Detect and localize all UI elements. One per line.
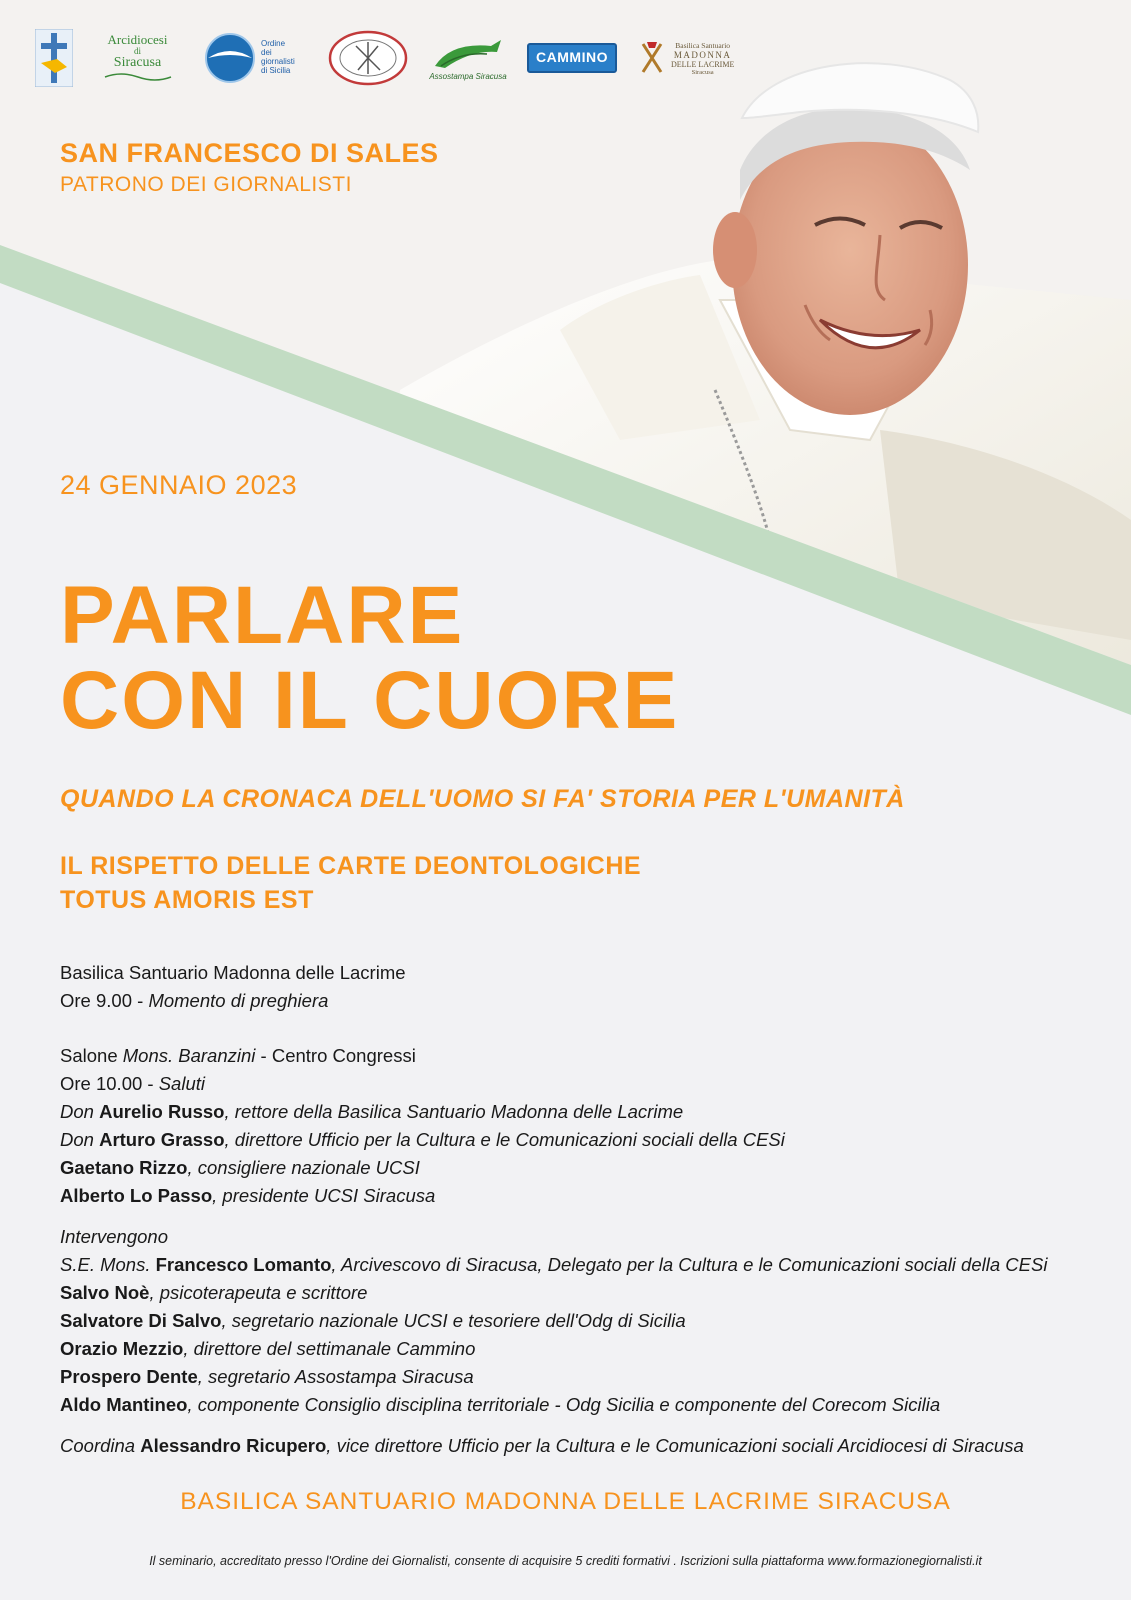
program-welcome-time bbox=[60, 1070, 205, 1098]
event-subtitle: QUANDO LA CRONACA DELL'UOMO SI FA' STORIA PER L'UMANITÀ bbox=[60, 785, 905, 813]
speaker bbox=[60, 1363, 474, 1391]
assostampa-emblem-icon bbox=[431, 36, 505, 72]
cross-logo-icon bbox=[35, 29, 73, 87]
logo-assostampa bbox=[428, 28, 508, 88]
event-date: 24 GENNAIO 2023 bbox=[60, 470, 298, 500]
speaker-role: , presidente UCSI Siracusa bbox=[212, 1185, 436, 1206]
logo-ordine-line1: Ordine bbox=[261, 39, 286, 49]
welcome-venue-name: Mons. Baranzini bbox=[122, 1045, 256, 1066]
coordinator-name: Alessandro Ricupero bbox=[140, 1435, 327, 1456]
speaker-role: , segretario nazionale UCSI e tesoriere dell'Odg di Sicilia bbox=[221, 1310, 686, 1331]
speaker bbox=[60, 1307, 686, 1335]
patron-subtitle: PATRONO DEI GIORNALISTI bbox=[60, 173, 352, 196]
speaker-name: Alberto Lo Passo bbox=[60, 1185, 213, 1206]
speaker-prefix: Don bbox=[60, 1101, 100, 1122]
speaker-prefix: Don bbox=[60, 1129, 100, 1150]
program-welcome-venue bbox=[60, 1042, 416, 1070]
logo-ordine-line4: di Sicilia bbox=[261, 65, 291, 75]
speaker-name: Gaetano Rizzo bbox=[60, 1157, 188, 1178]
speaker bbox=[60, 1391, 940, 1419]
wave-icon bbox=[103, 71, 173, 83]
ucsi-seal-icon bbox=[328, 30, 408, 86]
logo-ordine-line3: giornalisti bbox=[261, 57, 295, 66]
speaker-name: Prospero Dente bbox=[60, 1366, 198, 1387]
logo-basilica bbox=[637, 28, 752, 88]
speaker-role: , psicoterapeuta e scrittore bbox=[149, 1282, 368, 1303]
theme-line-1: IL RISPETTO DELLE CARTE DEONTOLOGICHE bbox=[60, 852, 642, 880]
logo-basilica-line4: Siracusa bbox=[691, 68, 714, 76]
welcome-activity: Saluti bbox=[158, 1073, 205, 1094]
welcome-speaker bbox=[60, 1126, 785, 1154]
logo-arcidiocesi-line3: Siracusa bbox=[113, 55, 162, 71]
logo-basilica-line1: Basilica Santuario bbox=[675, 40, 731, 50]
welcome-speaker bbox=[60, 1182, 435, 1210]
prayer-time: Ore 9.00 - bbox=[60, 990, 149, 1011]
logo-cammino bbox=[527, 28, 617, 88]
speaker-role: , componente Consiglio disciplina territoriale - Odg Sicilia e componente del Corecom Sicilia bbox=[187, 1394, 941, 1415]
speakers-heading bbox=[60, 1223, 168, 1251]
speaker bbox=[60, 1251, 1047, 1279]
welcome-venue-suffix: - Centro Congressi bbox=[255, 1045, 416, 1066]
speaker-role: , segretario Assostampa Siracusa bbox=[197, 1366, 474, 1387]
speaker bbox=[60, 1279, 367, 1307]
title-line-2: CON IL CUORE bbox=[60, 655, 680, 746]
welcome-speaker bbox=[60, 1154, 420, 1182]
logo-basilica-line3: DELLE LACRIME bbox=[671, 59, 735, 69]
footer-venue: BASILICA SANTUARIO MADONNA DELLE LACRIME SIRACUSA bbox=[180, 1488, 951, 1515]
program-prayer-venue: Basilica Santuario Madonna delle Lacrime bbox=[60, 962, 406, 983]
speaker-name: Francesco Lomanto bbox=[155, 1254, 332, 1275]
footer-note: Il seminario, accreditato presso l'Ordine dei Giornalisti, consente di acquisire 5 crediti formativi . Iscrizioni sulla piattaforma www.formazionegiornalisti.it bbox=[149, 1554, 982, 1568]
logo-arcidiocesi bbox=[100, 28, 175, 88]
prayer-activity: Momento di preghiera bbox=[148, 990, 329, 1011]
speaker bbox=[60, 1335, 475, 1363]
ordine-emblem-icon bbox=[203, 32, 257, 84]
keys-crest-icon bbox=[637, 40, 667, 76]
logo-cammino-label: CAMMINO bbox=[536, 49, 608, 65]
coordinator-role: , vice direttore Ufficio per la Cultura e le Comunicazioni sociali Arcidiocesi di Siracusa bbox=[326, 1435, 1024, 1456]
speaker-name: Arturo Grasso bbox=[99, 1129, 225, 1150]
coordinator-prefix: Coordina bbox=[60, 1435, 141, 1456]
logo-ucsi bbox=[328, 28, 410, 88]
theme-line-2: TOTUS AMORIS EST bbox=[60, 886, 314, 914]
saint-name: SAN FRANCESCO DI SALES bbox=[60, 138, 439, 168]
logo-arcidiocesi-line1: Arcidiocesi bbox=[107, 32, 168, 48]
welcome-venue-prefix: Salone bbox=[60, 1045, 123, 1066]
speaker-name: Orazio Mezzio bbox=[60, 1338, 184, 1359]
logo-ordine-line2: dei bbox=[261, 48, 272, 58]
title-line-1: PARLARE bbox=[60, 570, 465, 661]
speaker-name: Aurelio Russo bbox=[99, 1101, 225, 1122]
program-prayer-time bbox=[60, 987, 328, 1015]
logo-basilica-line2: MADONNA bbox=[673, 49, 732, 60]
logo-ordine-giornalisti bbox=[203, 28, 298, 88]
speaker-name: Aldo Mantineo bbox=[60, 1394, 188, 1415]
speaker-name: Salvatore Di Salvo bbox=[60, 1310, 222, 1331]
speakers-heading-text: Intervengono bbox=[60, 1226, 169, 1247]
logo-arcidiocesi-line2: di bbox=[133, 45, 141, 56]
speaker-role: , direttore Ufficio per la Cultura e le Comunicazioni sociali della CESi bbox=[224, 1129, 785, 1150]
speaker-role: , Arcivescovo di Siracusa, Delegato per la Cultura e le Comunicazioni sociali della CESi bbox=[331, 1254, 1048, 1275]
speaker-role: , rettore della Basilica Santuario Madonna delle Lacrime bbox=[224, 1101, 684, 1122]
speaker-name: Salvo Noè bbox=[60, 1282, 150, 1303]
coordinator bbox=[60, 1432, 1024, 1460]
speaker-role: , direttore del settimanale Cammino bbox=[183, 1338, 476, 1359]
logo-cross bbox=[35, 28, 73, 88]
welcome-speaker bbox=[60, 1098, 683, 1126]
welcome-time: Ore 10.00 - bbox=[60, 1073, 159, 1094]
speaker-prefix: S.E. Mons. bbox=[60, 1254, 156, 1275]
speaker-role: , consigliere nazionale UCSI bbox=[187, 1157, 420, 1178]
logo-assostampa-label: Assostampa Siracusa bbox=[429, 71, 507, 81]
